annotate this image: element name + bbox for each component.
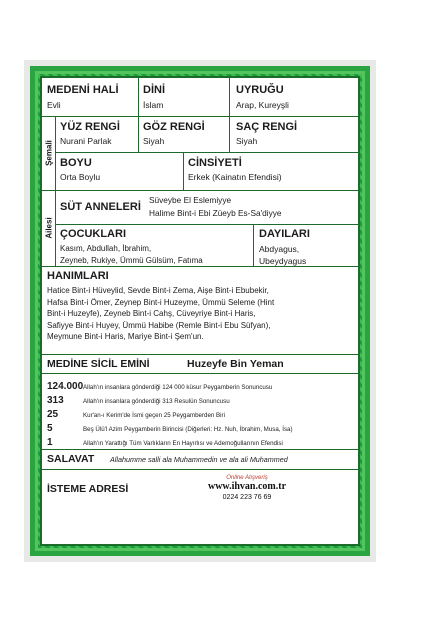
salavat-label: SALAVAT [47, 453, 95, 465]
ailesi-vertical-label: Ailesi [42, 190, 56, 266]
sut-anne-2: Halime Bint-i Ebi Züeyb Es-Sa'diyye [149, 208, 282, 218]
hanimlari-label: HANIMLARI [47, 270, 109, 282]
hanimlari-block [42, 266, 358, 355]
isteme-adresi-row [42, 469, 358, 544]
semali-vertical-label: Şemali [42, 116, 56, 190]
hanimlari-line-3: Bint-i Huzeyfe), Zeyneb Bint-i Cahş, Cüveyriye Bint-i Haris, [47, 309, 256, 318]
dini-cell [138, 78, 229, 116]
uyrugu-value: Arap, Kureyşli [236, 100, 289, 110]
dini-label: DİNİ [143, 84, 165, 96]
yuz-rengi-value: Nurani Parlak [60, 136, 112, 146]
boyu-label: BOYU [60, 157, 92, 169]
cocuklari-line2: Zeyneb, Rukiye, Ümmü Gülsüm, Fatıma [60, 256, 203, 265]
cocuklari-label: ÇOCUKLARI [60, 228, 126, 240]
number-row: 25 Kur'an-ı Kerim'de İsmi geçen 25 Peygamberden Biri [47, 409, 225, 420]
dini-value: İslam [143, 100, 164, 110]
contact-info [192, 475, 302, 501]
cocuklari-line1: Kasım, Abdullah, İbrahim, [60, 244, 152, 253]
salavat-value: Allahumme salli ala Muhammedin ve ala ali Muhammed [110, 455, 288, 464]
dayilari-label: DAYILARI [259, 228, 310, 240]
hanimlari-line-4: Safiyye Bint-i Huyey, Ümmü Habibe (Remle Bint-i Ebu Süfyan), [47, 320, 271, 330]
uyrugu-label: UYRUĞU [236, 84, 284, 96]
isteme-adresi-label: İSTEME ADRESİ [47, 483, 129, 495]
dayilari-cell [253, 224, 358, 266]
dayilari-line2: Ubeydyagus [259, 256, 307, 266]
medine-sicil-row [42, 354, 358, 374]
row-colors [55, 116, 358, 153]
cinsiyeti-value: Erkek (Kainatın Efendisi) [188, 172, 282, 182]
number-row: 5 Beş Ülü'l Azim Peygamberin Birincisi (Diğerleri: Hz. Nuh, İbrahim, Musa, İsa) [47, 423, 293, 434]
goz-rengi-value: Siyah [143, 136, 165, 146]
goz-rengi-cell [138, 116, 229, 152]
numbers-block [42, 373, 358, 450]
medeni-hali-value: Evli [47, 100, 61, 110]
dayilari-line1: Abdyagus, [259, 244, 300, 254]
semali-block [42, 116, 358, 191]
sac-rengi-cell [229, 116, 358, 152]
sac-rengi-value: Siyah [236, 136, 258, 146]
number-row: 313 Allah'ın insanlara gönderdiği 313 Resulün Sonuncusu [47, 395, 230, 406]
cinsiyeti-cell [183, 152, 358, 190]
boyu-value: Orta Boylu [60, 172, 101, 182]
medine-sicil-label: MEDİNE SİCİL EMİNİ [47, 358, 150, 370]
medine-sicil-value: Huzeyfe Bin Yeman [187, 358, 284, 370]
row-basic-info [42, 78, 358, 117]
goz-rengi-label: GÖZ RENGİ [143, 121, 205, 133]
cinsiyeti-label: CİNSİYETİ [188, 157, 242, 169]
website-link[interactable]: www.ihvan.com.tr [207, 481, 287, 492]
sac-rengi-label: SAÇ RENGİ [236, 121, 298, 133]
card-body [40, 76, 360, 546]
hanimlari-line-5: Meymune Bint-i Haris, Mariye Bint-i Şem'un. [47, 332, 204, 341]
salavat-row [42, 449, 358, 470]
ailesi-block [42, 190, 358, 267]
medeni-hali-label: MEDENİ HALİ [47, 84, 119, 96]
sut-anne-1: Süveybe El Eslemiyye [149, 195, 232, 205]
hanimlari-line-1: Hatice Bint-i Hüveylid, Sevde Bint-i Zema, Aişe Bint-i Ebubekir, [47, 286, 269, 295]
shop-label: Online Alışveriş [226, 475, 268, 481]
number-row: 1 Allah'ın Yarattığı Tüm Varlıkların En Hayırlısı ve Ademoğullarının Efendisi [47, 437, 283, 448]
sut-anneleri-values [145, 190, 358, 224]
yuz-rengi-label: YÜZ RENGİ [60, 121, 120, 133]
row-sut-anneleri [55, 190, 358, 225]
number-row: 124.000Allah'ın insanlara gönderdiği 124 000 küsur Peygamberin Sonuncusu [47, 381, 273, 392]
uyrugu-cell [229, 78, 358, 116]
phone-number: 0224 223 76 69 [222, 494, 272, 501]
row-cocuklar [55, 224, 358, 266]
sut-anneleri-label: SÜT ANNELERİ [60, 201, 141, 213]
hanimlari-line-2: Hafsa Bint-i Ömer, Zeynep Bint-i Huzeyme, Ümmü Seleme (Hint [47, 297, 275, 307]
row-body [55, 152, 358, 190]
id-card [30, 66, 370, 556]
